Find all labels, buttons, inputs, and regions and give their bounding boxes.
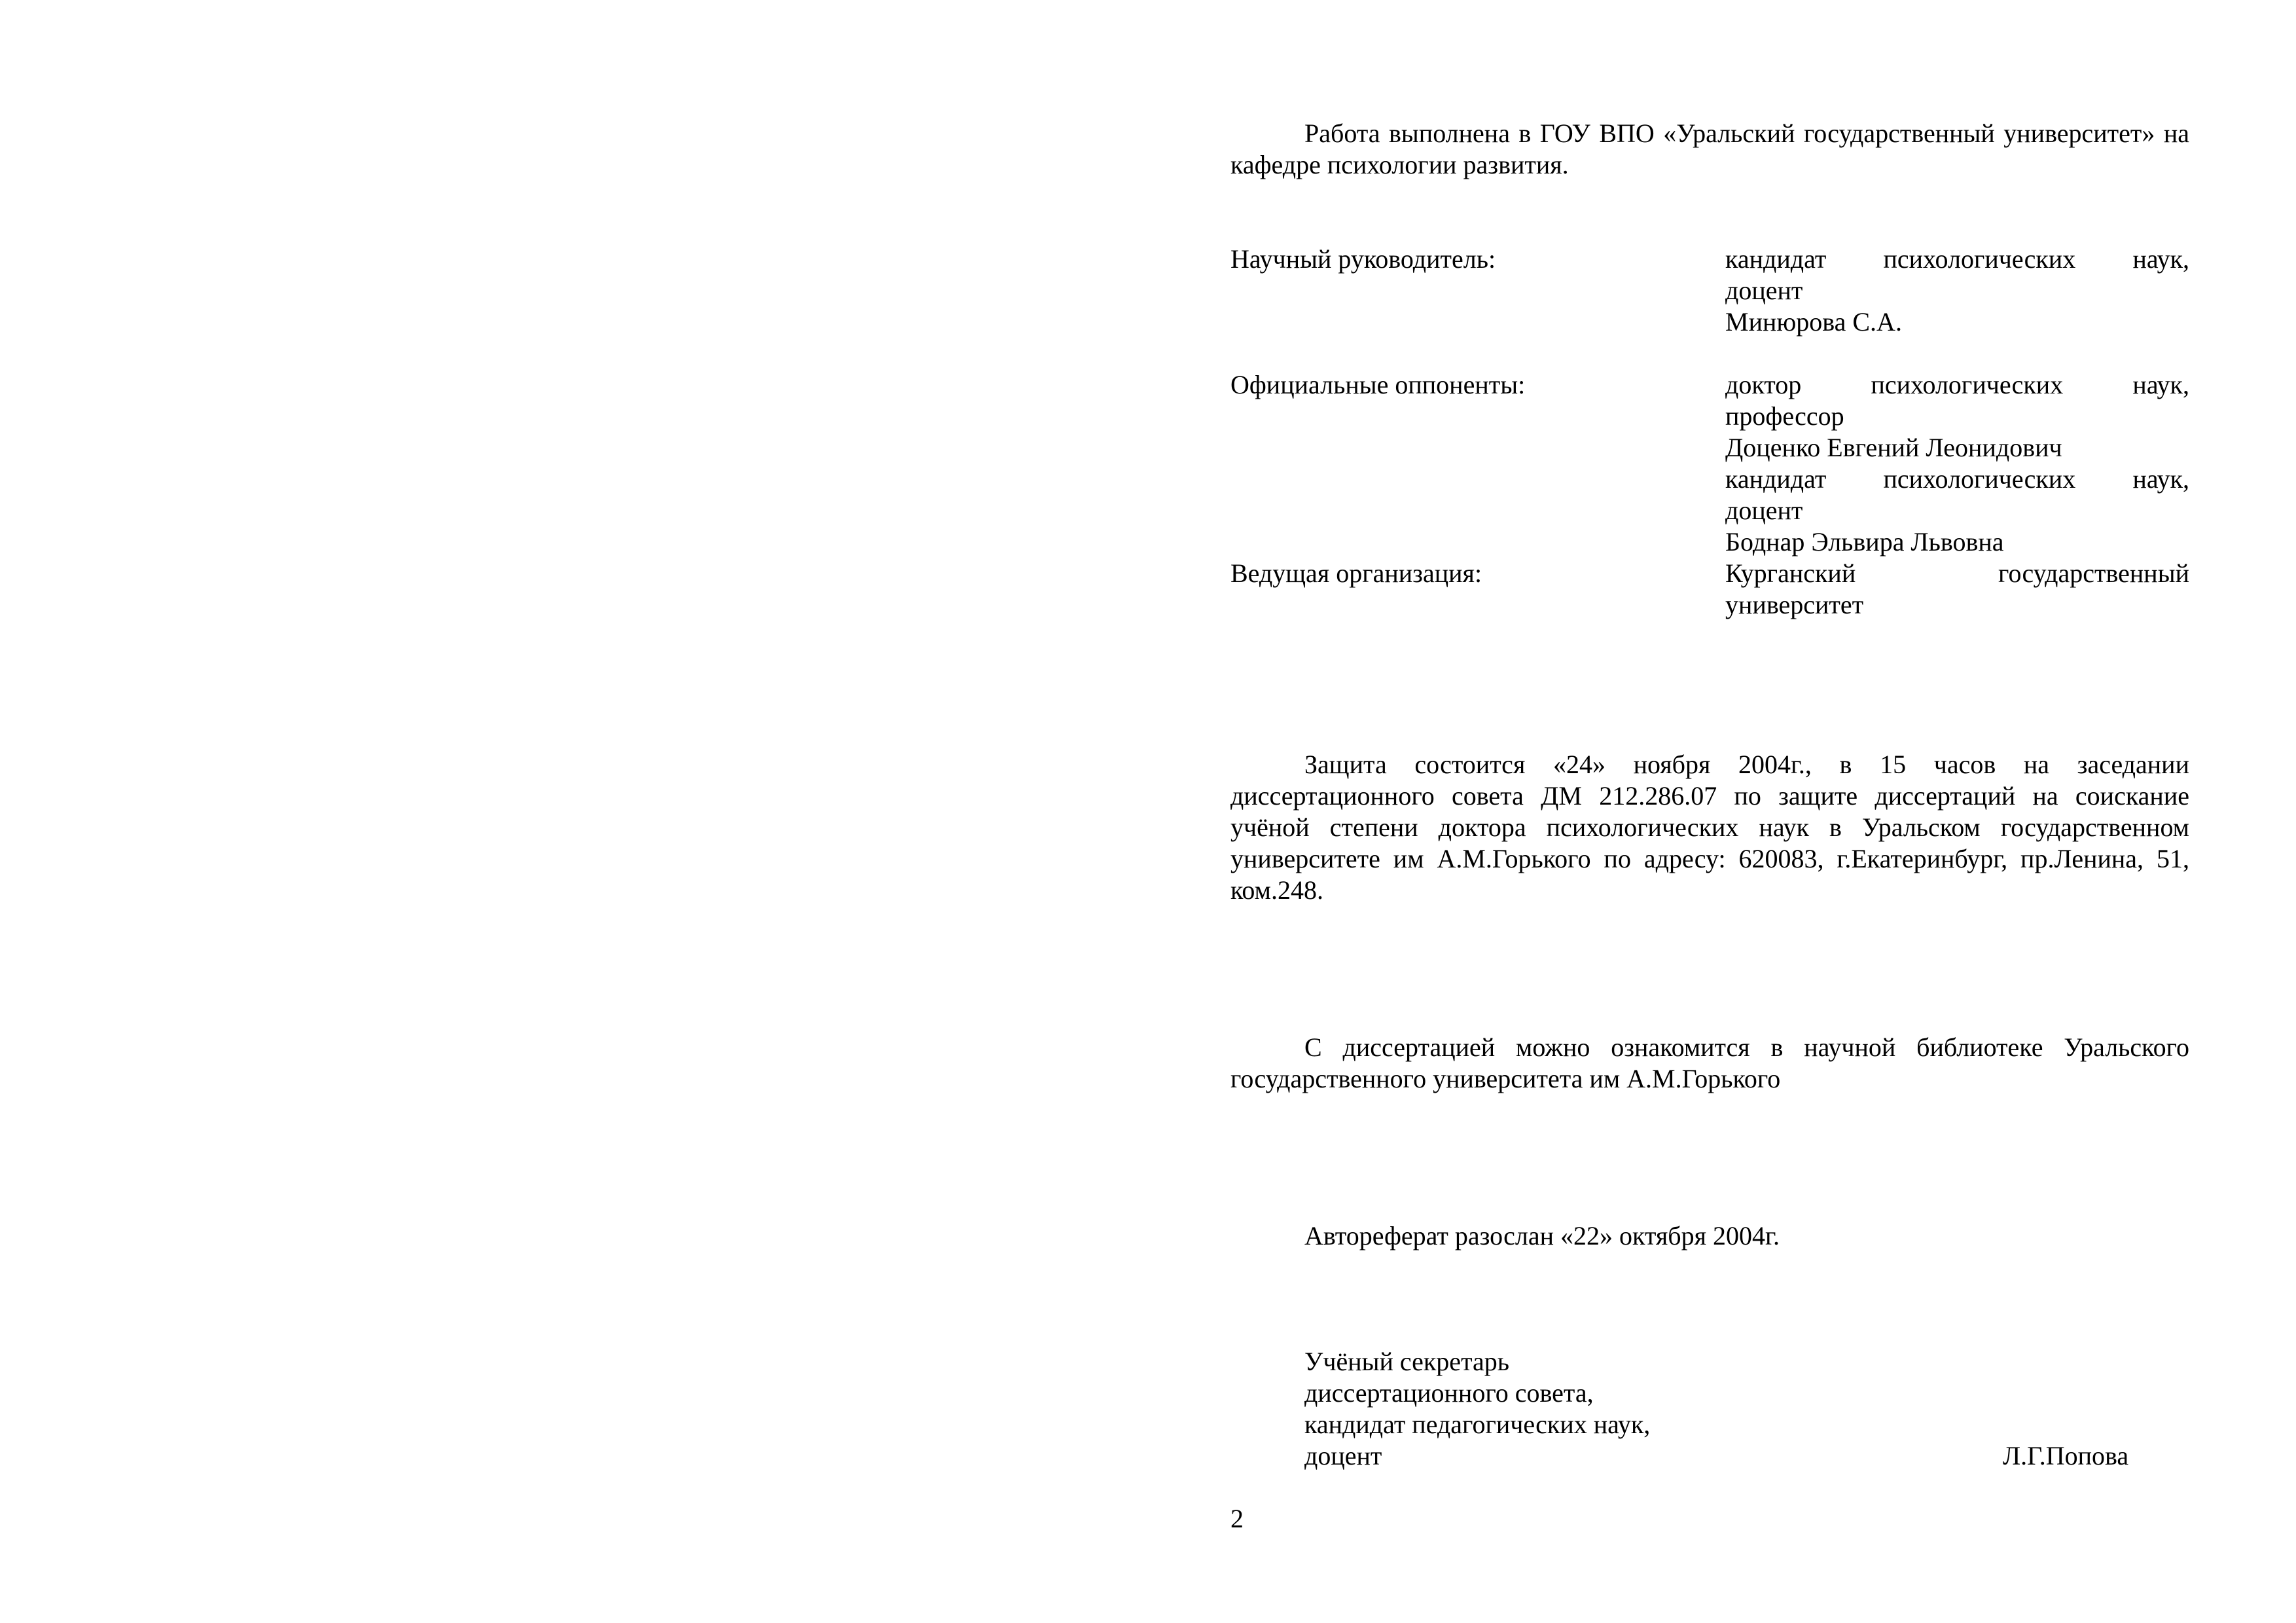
opponents-label: Официальные оппоненты: <box>1230 370 1526 399</box>
opponent-1-name: Доценко Евгений Леонидович <box>1725 433 2062 462</box>
secretary-block <box>1304 1346 1650 1472</box>
supervisor-name: Минюрова С.А. <box>1725 307 1902 337</box>
opponents-value <box>1725 369 2189 558</box>
leading-org-label: Ведущая организация: <box>1230 558 1482 588</box>
library-paragraph: С диссертацией можно ознакомится в научной библиотеке Уральского государственного университета им А.М.Горького <box>1230 1032 2189 1093</box>
secretary-line-3: кандидат педагогических наук, <box>1304 1410 1651 1439</box>
sent-date: Автореферат разослан «22» октября 2004г. <box>1304 1221 1780 1250</box>
secretary-line-2: диссертационного совета, <box>1304 1378 1594 1408</box>
page-number: 2 <box>1230 1504 1244 1533</box>
opponent-2-degree: кандидат психологических наук, <box>1725 464 2189 494</box>
defense-paragraph: Защита состоится «24» ноября 2004г., в 15 часов на заседании диссертационного совета ДМ 212.286.07 по защите диссертаций на соискание учёной степени доктора психологических наук в Уральском государственном университете им А.М.Горького по адресу: 620083, г.Екатеринбург, пр.Ленина, 51, ком.248. <box>1230 750 2189 905</box>
secretary-name: Л.Г.Попова <box>2003 1441 2129 1470</box>
opponent-2-title: доцент <box>1725 496 1803 525</box>
supervisor-degree: кандидат психологических наук, <box>1725 244 2189 274</box>
leading-org-line-1: Курганский государственный <box>1725 558 2189 588</box>
intro-paragraph: Работа выполнена в ГОУ ВПО «Уральский государственный университет» на кафедре психологии развития. <box>1230 119 2189 179</box>
secretary-line-1: Учёный секретарь <box>1304 1347 1510 1376</box>
supervisor-value <box>1725 244 2189 338</box>
supervisor-label: Научный руководитель: <box>1230 244 1496 274</box>
leading-org-value <box>1725 558 2189 621</box>
opponent-2-name: Боднар Эльвира Львовна <box>1725 527 2004 556</box>
opponent-1-title: профессор <box>1725 401 1844 431</box>
leading-org-line-2: университет <box>1725 590 1864 619</box>
opponent-1-degree: доктор психологических наук, <box>1725 370 2189 399</box>
secretary-line-4: доцент <box>1304 1441 1382 1470</box>
supervisor-title: доцент <box>1725 276 1803 305</box>
